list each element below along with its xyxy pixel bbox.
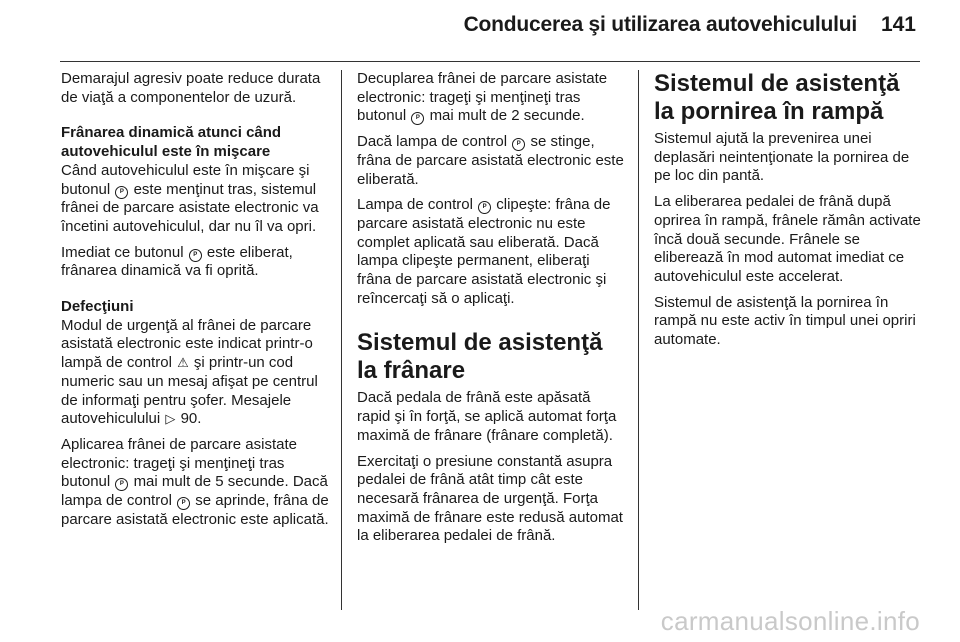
parking-brake-icon: P <box>478 201 491 214</box>
parking-brake-icon: P <box>189 249 202 262</box>
column-divider-left <box>341 70 342 610</box>
paragraph: Demarajul agresiv poate reduce durata de viaţă a componentelor de uzură. <box>61 70 321 106</box>
paragraph: Exercitaţi o presiune constantă asupra pedalei de frână atât timp cât este necesară frânarea de urgenţă. Forţa maximă de frânare este redusă automat la eliberarea pedalei de frână. <box>357 452 623 545</box>
warning-triangle-icon: ⚠ <box>177 355 189 371</box>
paragraph: Aplicarea frânei de parcare asistate electronic: trageţi şi menţineţi tras butonul P mai mult de 5 secunde. Dacă lampa de control P se aprinde, frâna de parcare asistată electronic este aplicată. <box>61 435 329 528</box>
column-right <box>654 70 924 357</box>
paragraph: Dacă lampa de control P se stinge, frâna de parcare asistată electronic este eliberată. <box>357 133 624 188</box>
parking-brake-icon: P <box>177 497 190 510</box>
paragraph: Sistemul de asistenţă la pornirea în rampă nu este activ în timpul unei opriri automate. <box>654 293 916 349</box>
column-divider-right <box>638 70 639 610</box>
paragraph: Modul de urgenţă al frânei de parcare asistată electronic este indicat printr-o lampă de control ⚠ şi printr-un cod numeric sau un mesaj afişat pe centrul de informaţi pentru şofer. Mesajele autovehiculului ▷ 90. <box>61 316 318 428</box>
page-number: 141 <box>880 13 916 36</box>
header-title: Conducerea şi utilizarea autovehiculului <box>463 13 857 36</box>
paragraph: La eliberarea pedalei de frână după oprirea în rampă, frânele rămân activate încă două secunde. Frânele se eliberează în mod automat imediat ce autovehiculul este accelerat. <box>654 193 921 285</box>
paragraph: Decuplarea frânei de parcare asistate electronic: trageţi şi menţineţi tras butonul P mai mult de 2 secunde. <box>357 70 608 125</box>
page-reference-arrow-icon: ▷ <box>165 411 176 427</box>
parking-brake-icon: P <box>411 112 424 125</box>
parking-brake-icon: P <box>512 138 525 151</box>
parking-brake-icon: P <box>115 478 128 491</box>
paragraph: Lampa de control P clipeşte: frâna de parcare asistată electronic nu este complet aplicată sau eliberată. Dacă lampa clipeşte permanent, eliberaţi frâna de parcare asistată electronic şi reîncercaţi să o aplicaţi. <box>357 196 611 307</box>
subheading-malfunctions: Defecţiuni <box>61 298 134 316</box>
watermark: carmanualsonline.info <box>660 606 920 636</box>
header-rule <box>60 61 920 62</box>
heading-brake-assist: Sistemul de asistenţă la frânare <box>357 329 603 384</box>
paragraph: Imediat ce butonul P este eliberat, frânarea dinamică va fi oprită. <box>61 243 293 280</box>
paragraph: Dacă pedala de frână este apăsată rapid şi în forţă, se aplică automat forţa maximă de frânare (frânare completă). <box>357 389 617 444</box>
paragraph: Sistemul ajută la prevenirea unei deplasări neintenţionate la pornirea de pe loc din pantă. <box>654 130 910 185</box>
subheading-dynamic-braking: Frânarea dinamică atunci când autovehiculul este în mişcare <box>61 124 282 161</box>
heading-hill-start-assist: Sistemul de asistenţă la pornirea în rampă <box>654 70 900 125</box>
parking-brake-icon: P <box>115 186 128 199</box>
column-left <box>61 70 329 536</box>
paragraph: Când autovehiculul este în mişcare şi butonul P este menţinut tras, sistemul frânei de parcare asistate electronic va încetini autovehiculul, dar nu îl va opri. <box>61 161 319 235</box>
column-middle <box>357 70 625 553</box>
